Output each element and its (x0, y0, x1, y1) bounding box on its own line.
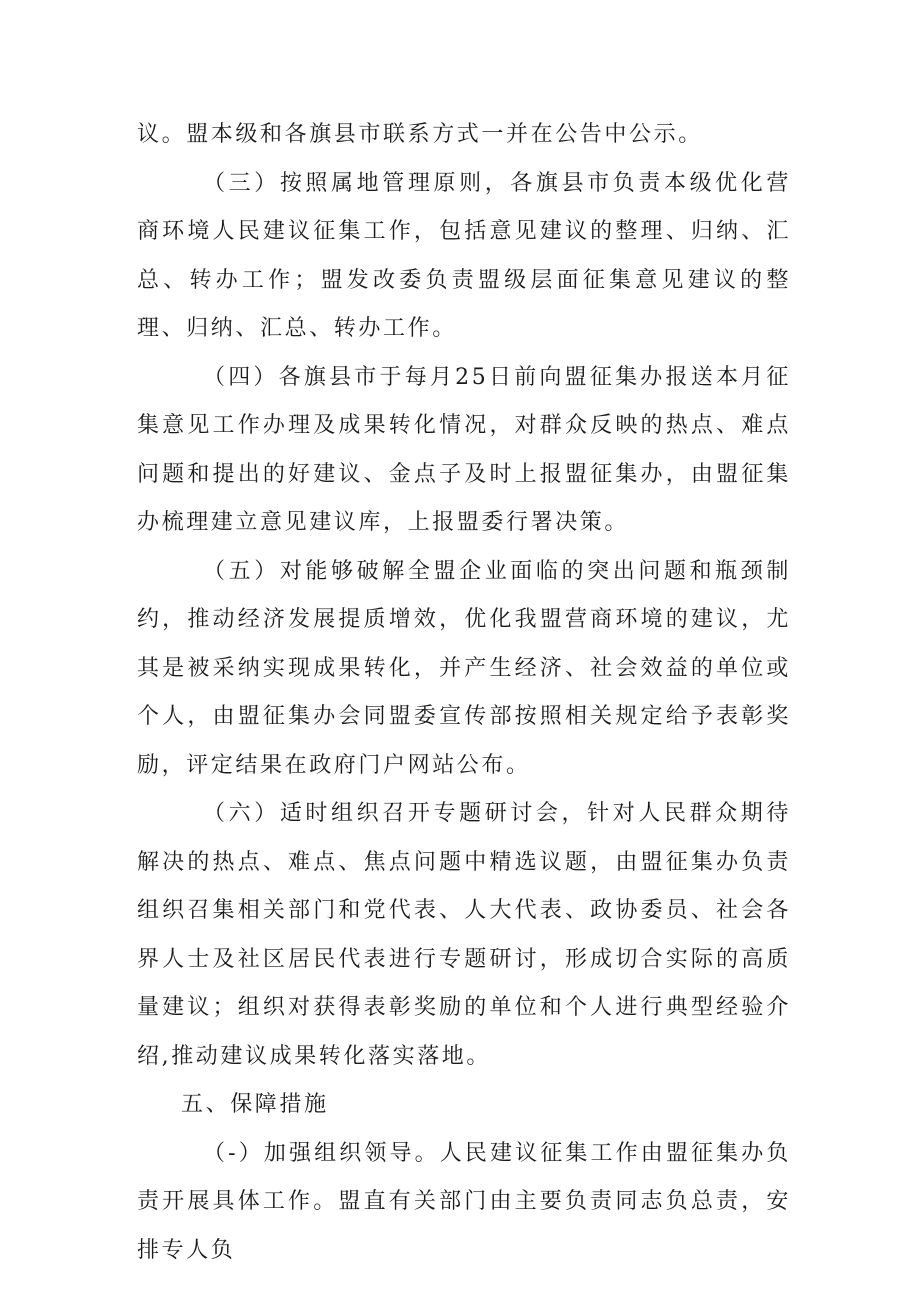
section-heading: 五、保障措施 (181, 1092, 329, 1117)
paragraph-item-6: （六）适时组织召开专题研讨会，针对人民群众期待解决的热点、难点、焦点问题中精选议题，由盟征集办负责组织召集相关部门和党代表、人大代表、政协委员、社会各界人士及社区居民代表进行专题研讨，形成切合实际的高质量建议；组织对获得表彰奖励的单位和个人进行典型经验介绍,推动建议成果转化落实落地。 (137, 801, 791, 1069)
paragraph-item-4: （四）各旗县市于每月25日前向盟征集办报送本月征集意见工作办理及成果转化情况，对群众反映的热点、难点问题和提出的好建议、金点子及时上报盟征集办，由盟征集办梳理建立意见建议库，上报盟委行署决策。 (137, 364, 791, 535)
paragraph-continuation: 议。盟本级和各旗县市联系方式一并在公告中公示。 (137, 122, 703, 147)
paragraph-item-1-final: （-）加强组织领导。人民建议征集工作由盟征集办负责开展具体工作。盟直有关部门由主要负责同志负总责，安排专人负 (137, 1140, 791, 1263)
document-body (137, 111, 791, 1275)
paragraph-item-3: （三）按照属地管理原则，各旗县市负责本级优化营商环境人民建议征集工作，包括意见建议的整理、归纳、汇总、转办工作；盟发改委负责盟级层面征集意见建议的整理、归纳、汇总、转办工作。 (137, 170, 791, 341)
paragraph-item-5: （五）对能够破解全盟企业面临的突出问题和瓶颈制约，推动经济发展提质增效，优化我盟营商环境的建议，尤其是被采纳实现成果转化，并产生经济、社会效益的单位或个人，由盟征集办会同盟委宣传部按照相关规定给予表彰奖励，评定结果在政府门户网站公布。 (137, 558, 791, 778)
